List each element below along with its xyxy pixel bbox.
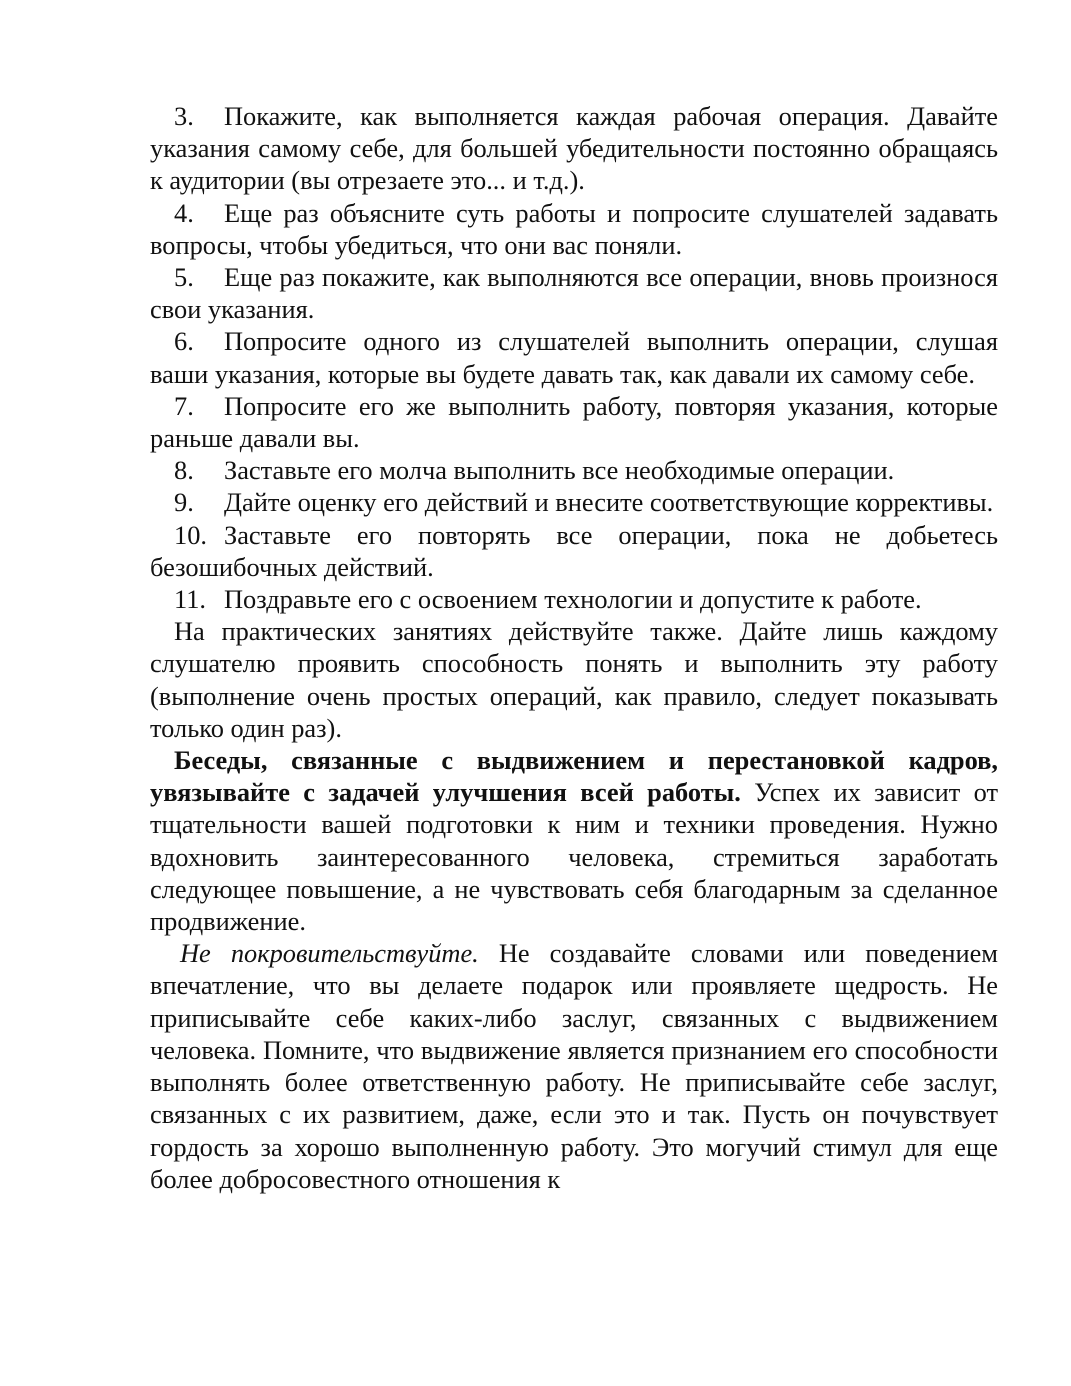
list-item bbox=[150, 486, 998, 518]
list-item bbox=[150, 100, 998, 197]
patronize-text: Не создавайте словами или поведением впечатление, что вы делаете подарок или проявляете щедрость. Не приписывайте себе каких-либо заслуг, связанных с выдвижением человека. Помните, что выдвижение является признанием его способности выполнять более ответственную работу. Не приписывайте себе заслуг, связанных с их развитием, даже, если это и так. Пусть он почувствует гордость за хорошо выполненную работу. Это могучий стимул для еще более добросовестного отношения к bbox=[150, 938, 998, 1194]
list-item-text: Еще раз покажите, как выполняются все операции, вновь произнося свои указания. bbox=[150, 262, 998, 325]
list-item bbox=[150, 583, 998, 615]
list-item bbox=[150, 197, 998, 261]
list-item bbox=[150, 390, 998, 454]
list-item-number: 8. bbox=[174, 455, 194, 486]
promotion-text: Успех их зависит от тщательности вашей подготовки к ним и техники проведения. Нужно вдохновить заинтересованного человека, стремиться заработать следующее повышение, а не чувствовать себя благодарным за сделанное продвижение. bbox=[150, 777, 999, 937]
list-item-number: 9. bbox=[174, 487, 194, 518]
patronize-italic-lead: Не покровительствуйте. bbox=[180, 938, 479, 969]
list-item-text: Попросите его же выполнить работу, повторяя указания, которые раньше давали вы. bbox=[150, 390, 998, 454]
list-item-number: 6. bbox=[174, 326, 194, 357]
list-item-text: Заставьте его молча выполнить все необходимые операции. bbox=[224, 455, 895, 486]
paragraph-practice: На практических занятиях действуйте также. Дайте лишь каждому слушателю проявить способность понять и выполнить эту работу (выполнение очень простых операций, как правило, следует показывать только один раз). bbox=[150, 616, 998, 743]
paragraph-patronize bbox=[150, 937, 998, 1195]
list-item-number: 10. bbox=[174, 519, 207, 550]
list-item bbox=[150, 261, 998, 325]
list-item-text: Заставьте его повторять все операции, пока не добьетесь безошибочных действий. bbox=[150, 519, 998, 582]
list-item-text: Покажите, как выполняется каждая рабочая операция. Давайте указания самому себе, для большей убедительности постоянно обращаясь к аудитории (вы отрезаете это... и т.д.). bbox=[150, 101, 998, 196]
list-item-text: Попросите одного из слушателей выполнить операции, слушая ваши указания, которые вы будете давать так, как давали их самому себе. bbox=[150, 326, 998, 389]
promotion-bold-lead: Беседы, связанные с выдвижением и перестановкой кадров, увязывайте с задачей улучшения всей работы. bbox=[150, 745, 998, 808]
list-item-text: Дайте оценку его действий и внесите соответствующие коррективы. bbox=[224, 487, 994, 518]
list-item-number: 7. bbox=[174, 390, 194, 421]
list-item-number: 3. bbox=[174, 101, 194, 131]
list-item bbox=[150, 325, 998, 389]
paragraph-promotion bbox=[150, 744, 998, 937]
list-item bbox=[150, 519, 998, 583]
list-item-number: 11. bbox=[174, 584, 207, 615]
list-item bbox=[150, 454, 998, 486]
document-page bbox=[150, 100, 998, 1195]
list-item-number: 5. bbox=[174, 262, 194, 293]
list-item-text: Еще раз объясните суть работы и попросите слушателей задавать вопросы, чтобы убедиться, что они вас поняли. bbox=[150, 197, 998, 260]
list-item-number: 4. bbox=[174, 197, 194, 228]
list-item-text: Поздравьте его с освоением технологии и допустите к работе. bbox=[224, 584, 922, 615]
